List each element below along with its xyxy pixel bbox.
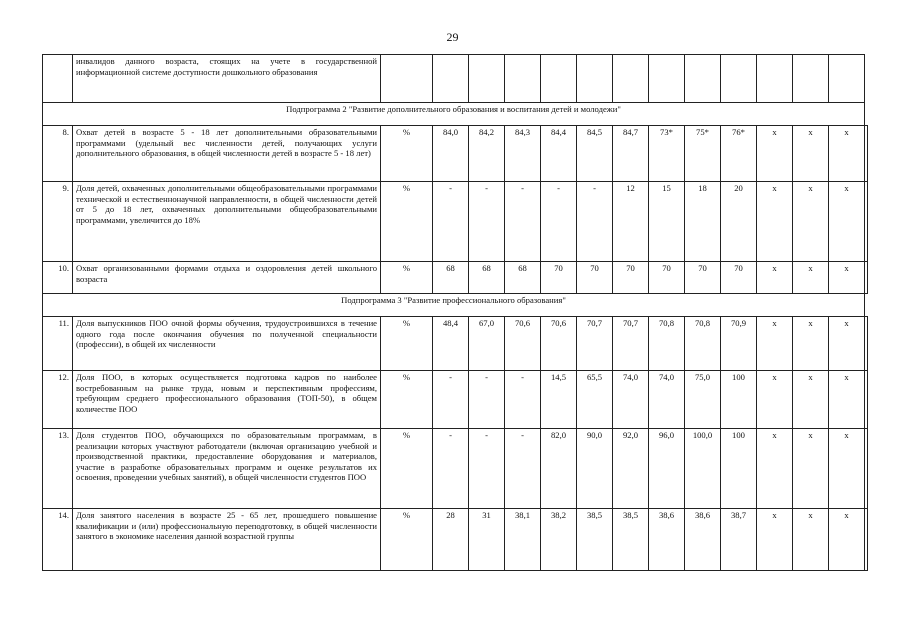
- row-number: 8.: [43, 126, 73, 182]
- value-cell: 84,0: [433, 126, 469, 182]
- value-cell: x: [793, 126, 829, 182]
- value-cell: [865, 126, 868, 182]
- indicator-unit: %: [381, 509, 433, 571]
- value-cell: 70: [577, 262, 613, 294]
- value-cell: x: [829, 509, 865, 571]
- indicator-unit: %: [381, 429, 433, 509]
- value-cell: 68: [469, 262, 505, 294]
- value-cell: [685, 55, 721, 103]
- value-cell: 48,4: [433, 317, 469, 371]
- row-number: 12.: [43, 371, 73, 429]
- value-cell: -: [541, 182, 577, 262]
- value-cell: [577, 55, 613, 103]
- value-cell: 38,7: [721, 509, 757, 571]
- value-cell: x: [757, 509, 793, 571]
- value-cell: 70,6: [541, 317, 577, 371]
- indicator-unit: %: [381, 182, 433, 262]
- value-cell: 70: [721, 262, 757, 294]
- value-cell: x: [757, 126, 793, 182]
- value-cell: 70,8: [649, 317, 685, 371]
- page-number: 29: [446, 30, 459, 44]
- value-cell: -: [505, 182, 541, 262]
- table-row: [43, 429, 868, 509]
- table-row: [43, 262, 868, 294]
- value-cell: 68: [433, 262, 469, 294]
- value-cell: [865, 262, 868, 294]
- value-cell: 70: [685, 262, 721, 294]
- value-cell: [865, 509, 868, 571]
- value-cell: [469, 55, 505, 103]
- value-cell: -: [433, 371, 469, 429]
- value-cell: 96,0: [649, 429, 685, 509]
- value-cell: 84,4: [541, 126, 577, 182]
- value-cell: [829, 55, 865, 103]
- table-row: [43, 126, 868, 182]
- value-cell: 82,0: [541, 429, 577, 509]
- row-number: [43, 55, 73, 103]
- indicator-description: Доля студентов ПОО, обучающихся по образовательным программам, в реализации которых участвуют работодатели (включая организацию учебной и производственной практики, предоставление оборудования и материалов, участие в разработке образовательных программ и оценке результатов их освоения, проведении учебных занятий), в общей численности студентов ПОО: [73, 429, 381, 509]
- indicator-unit: %: [381, 126, 433, 182]
- value-cell: 70,8: [685, 317, 721, 371]
- indicator-unit: %: [381, 371, 433, 429]
- value-cell: 31: [469, 509, 505, 571]
- subprogram-3-title: Подпрограмма 3 "Развитие профессионального образования": [43, 294, 865, 317]
- value-cell: 76*: [721, 126, 757, 182]
- value-cell: 75,0: [685, 371, 721, 429]
- subprogram-row: [43, 294, 868, 317]
- indicator-description: Доля ПОО, в которых осуществляется подготовка кадров по наиболее востребованным на рынке труда, новым и перспективным профессиям, требующим среднего профессионального образования (ТОП-50), в общем количестве ПОО: [73, 371, 381, 429]
- value-cell: 38,6: [685, 509, 721, 571]
- value-cell: -: [577, 182, 613, 262]
- value-cell: 75*: [685, 126, 721, 182]
- indicator-description: Охват детей в возрасте 5 - 18 лет дополнительными образовательными программами (удельный вес численности детей, получающих услуги дополнительного образования, в общей численности детей в возрасте 5 - 18 лет): [73, 126, 381, 182]
- value-cell: x: [793, 262, 829, 294]
- value-cell: 84,7: [613, 126, 649, 182]
- value-cell: 28: [433, 509, 469, 571]
- value-cell: -: [505, 371, 541, 429]
- value-cell: [865, 429, 868, 509]
- value-cell: 84,2: [469, 126, 505, 182]
- value-cell: 70,6: [505, 317, 541, 371]
- value-cell: -: [505, 429, 541, 509]
- value-cell: x: [793, 429, 829, 509]
- value-cell: [865, 371, 868, 429]
- value-cell: 65,5: [577, 371, 613, 429]
- indicator-unit: %: [381, 262, 433, 294]
- value-cell: [613, 55, 649, 103]
- table-row: [43, 317, 868, 371]
- row-number: 13.: [43, 429, 73, 509]
- table-row: [43, 371, 868, 429]
- value-cell: 20: [721, 182, 757, 262]
- value-cell: 67,0: [469, 317, 505, 371]
- value-cell: x: [793, 317, 829, 371]
- value-cell: 38,5: [613, 509, 649, 571]
- value-cell: 100,0: [685, 429, 721, 509]
- value-cell: x: [757, 182, 793, 262]
- indicator-description: Доля занятого населения в возрасте 25 - 65 лет, прошедшего повышение квалификации и (или) профессиональную переподготовку, в общей численности занятого в экономике населения данной возрастной группы: [73, 509, 381, 571]
- value-cell: 14,5: [541, 371, 577, 429]
- value-cell: 70: [541, 262, 577, 294]
- value-cell: x: [829, 429, 865, 509]
- value-cell: [505, 55, 541, 103]
- indicators-table: [42, 54, 868, 571]
- value-cell: 84,5: [577, 126, 613, 182]
- value-cell: 38,6: [649, 509, 685, 571]
- value-cell: 100: [721, 371, 757, 429]
- row-number: 14.: [43, 509, 73, 571]
- value-cell: x: [829, 317, 865, 371]
- value-cell: 90,0: [577, 429, 613, 509]
- value-cell: 74,0: [649, 371, 685, 429]
- value-cell: [865, 182, 868, 262]
- value-cell: -: [433, 182, 469, 262]
- value-cell: x: [829, 126, 865, 182]
- value-cell: 38,2: [541, 509, 577, 571]
- indicator-description: Охват организованными формами отдыха и оздоровления детей школьного возраста: [73, 262, 381, 294]
- value-cell: -: [469, 429, 505, 509]
- value-cell: 68: [505, 262, 541, 294]
- value-cell: 73*: [649, 126, 685, 182]
- table-row: [43, 55, 868, 103]
- indicator-description: инвалидов данного возраста, стоящих на учете в государственной информационной системе доступности дошкольного образования: [73, 55, 381, 103]
- indicator-description: Доля выпускников ПОО очной формы обучения, трудоустроившихся в течение одного года после окончания обучения по полученной специальности (профессии), в общей их численности: [73, 317, 381, 371]
- indicator-unit: %: [381, 317, 433, 371]
- value-cell: x: [829, 371, 865, 429]
- value-cell: [757, 55, 793, 103]
- value-cell: -: [469, 182, 505, 262]
- value-cell: x: [829, 262, 865, 294]
- value-cell: 38,5: [577, 509, 613, 571]
- value-cell: [721, 55, 757, 103]
- value-cell: 92,0: [613, 429, 649, 509]
- indicator-description: Доля детей, охваченных дополнительными общеобразовательными программами технической и естественнонаучной направленности, в общей численности детей от 5 до 18 лет, охваченных дополнительными общеобразовательными программами, увеличится до 18%: [73, 182, 381, 262]
- value-cell: 70,7: [613, 317, 649, 371]
- value-cell: [793, 55, 829, 103]
- subprogram-2-title: Подпрограмма 2 "Развитие дополнительного образования и воспитания детей и молодежи": [43, 103, 865, 126]
- value-cell: 15: [649, 182, 685, 262]
- table-row: [43, 509, 868, 571]
- value-cell: 74,0: [613, 371, 649, 429]
- value-cell: -: [469, 371, 505, 429]
- subprogram-row: [43, 103, 868, 126]
- value-cell: 70,7: [577, 317, 613, 371]
- value-cell: 18: [685, 182, 721, 262]
- row-number: 11.: [43, 317, 73, 371]
- value-cell: x: [757, 317, 793, 371]
- value-cell: x: [757, 429, 793, 509]
- value-cell: -: [433, 429, 469, 509]
- value-cell: 84,3: [505, 126, 541, 182]
- value-cell: 70,9: [721, 317, 757, 371]
- row-number: 10.: [43, 262, 73, 294]
- value-cell: [649, 55, 685, 103]
- value-cell: 70: [613, 262, 649, 294]
- value-cell: 100: [721, 429, 757, 509]
- value-cell: x: [757, 262, 793, 294]
- value-cell: 38,1: [505, 509, 541, 571]
- value-cell: x: [757, 371, 793, 429]
- indicator-unit: [381, 55, 433, 103]
- value-cell: x: [793, 182, 829, 262]
- value-cell: x: [793, 509, 829, 571]
- value-cell: 70: [649, 262, 685, 294]
- row-number: 9.: [43, 182, 73, 262]
- value-cell: [541, 55, 577, 103]
- value-cell: 12: [613, 182, 649, 262]
- value-cell: [433, 55, 469, 103]
- value-cell: x: [829, 182, 865, 262]
- value-cell: x: [793, 371, 829, 429]
- value-cell: [865, 317, 868, 371]
- table-row: [43, 182, 868, 262]
